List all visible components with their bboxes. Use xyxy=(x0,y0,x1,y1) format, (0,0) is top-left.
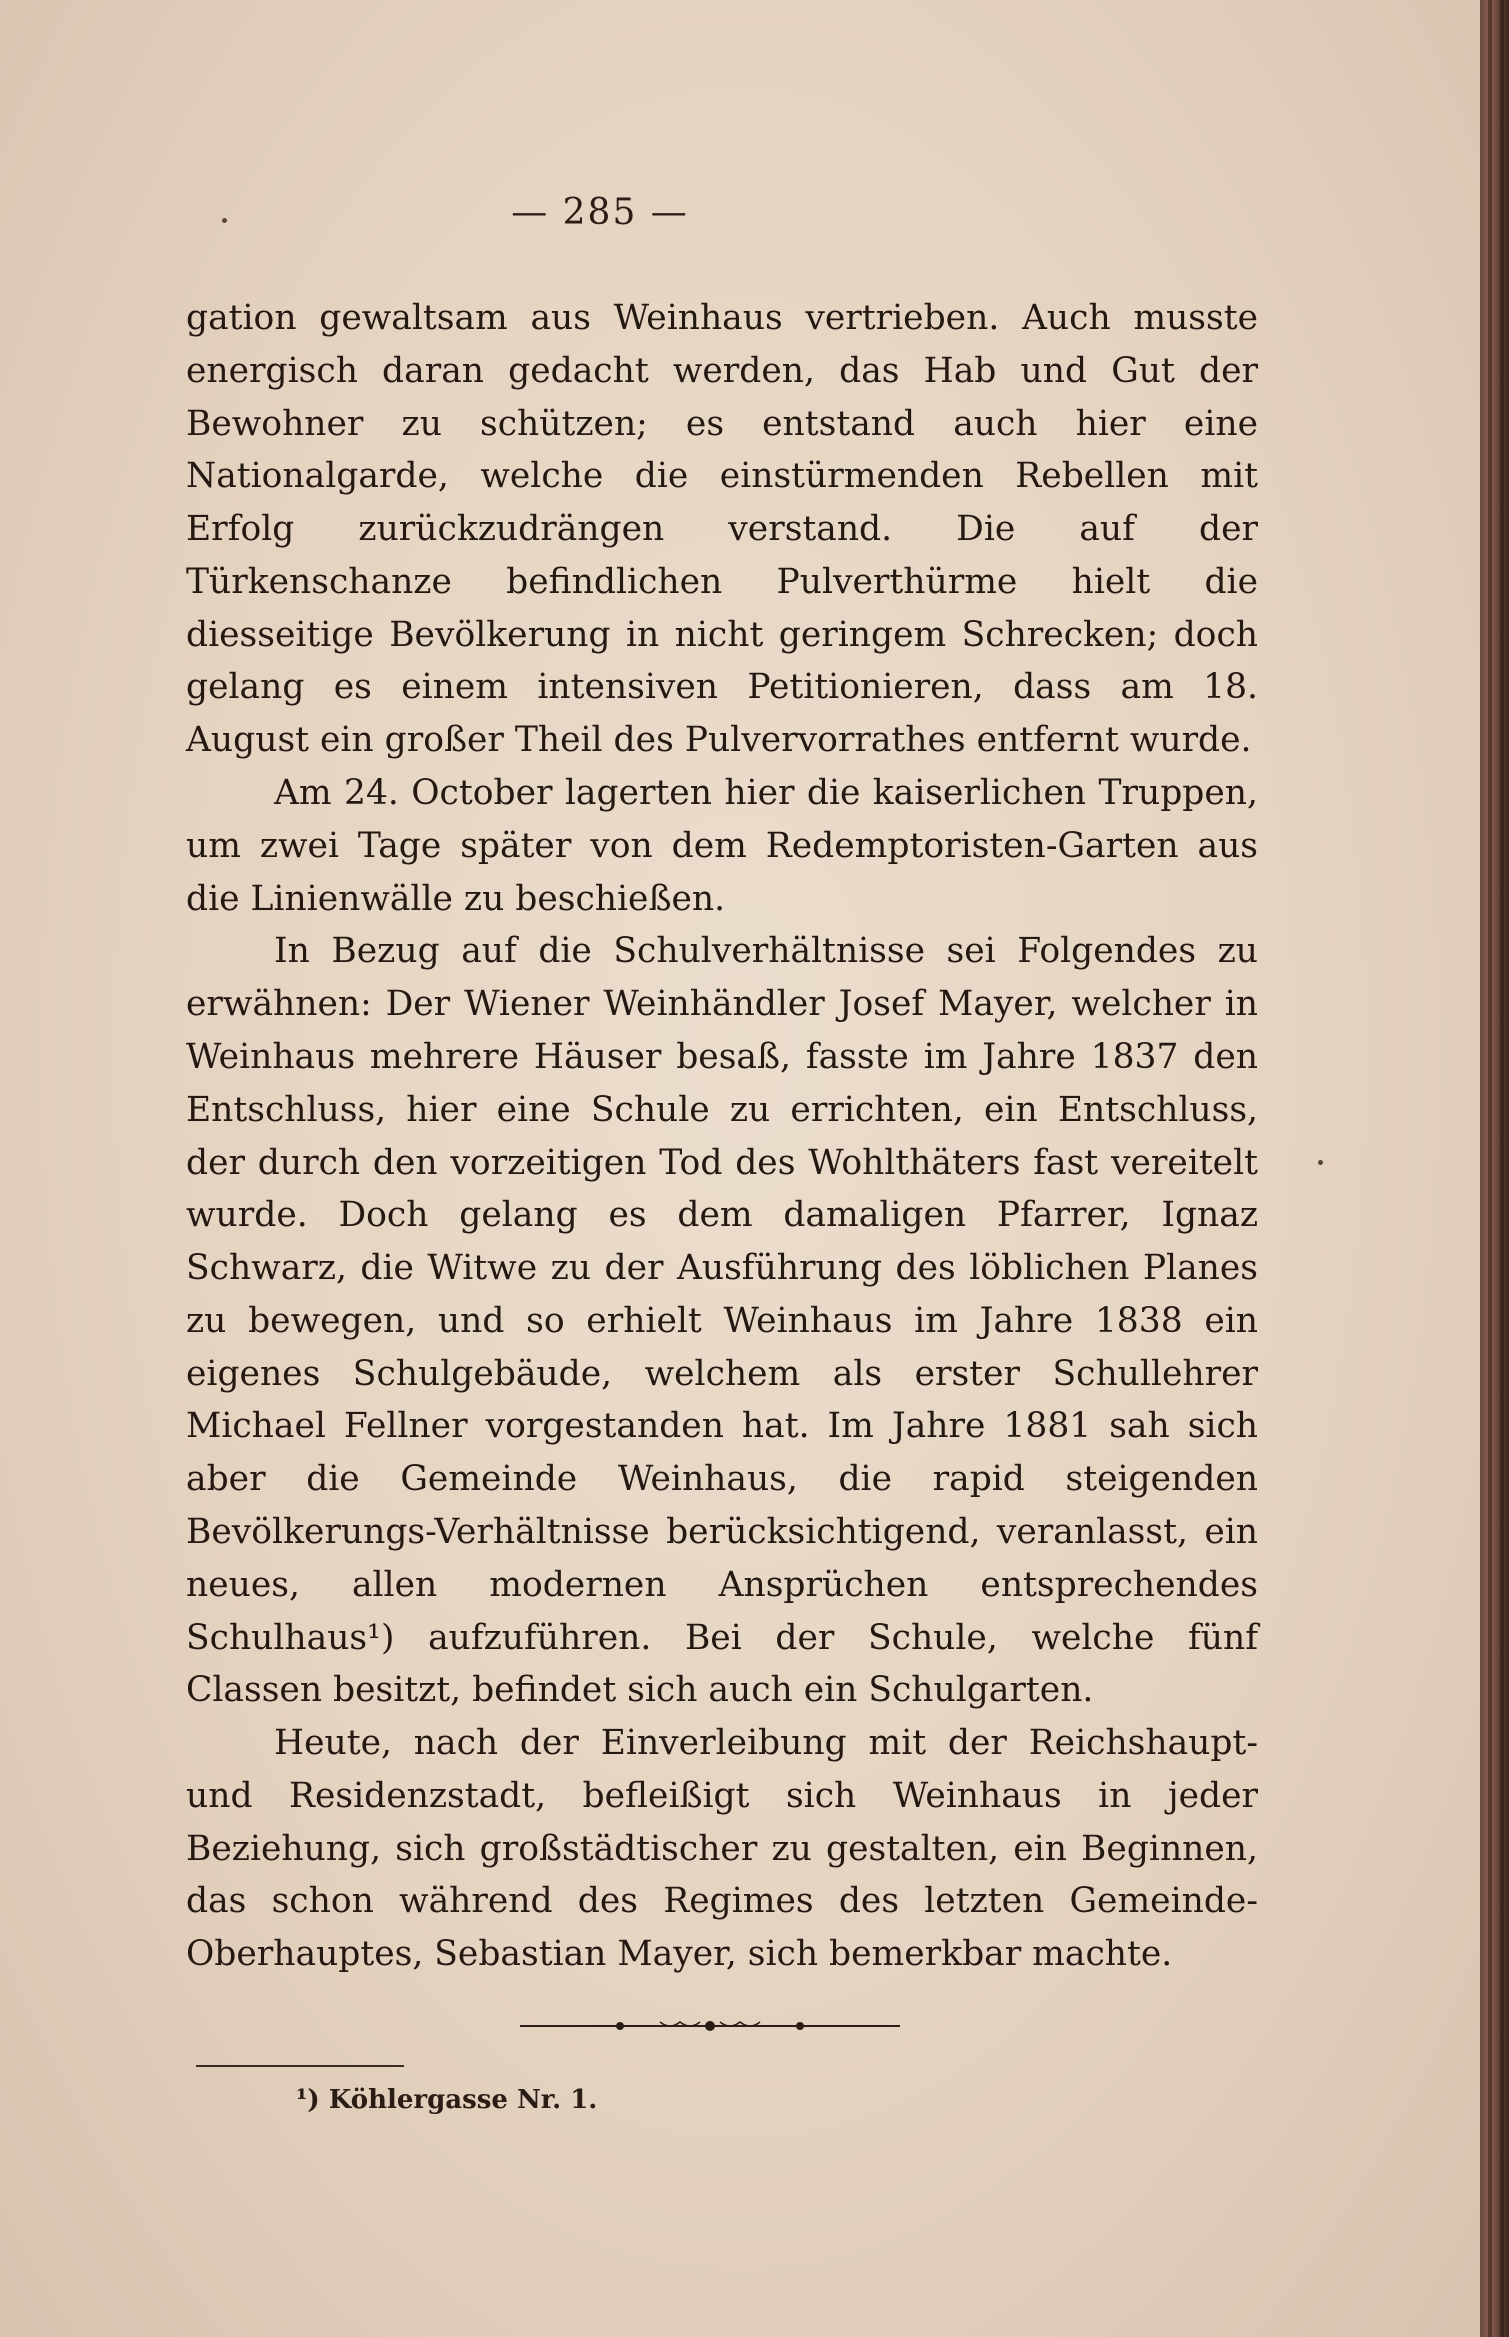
paragraph-1: gation gewaltsam aus Weinhaus vertrieben. Auch musste energisch daran gedacht werden, das Hab und Gut der Bewohner zu schützen; es entstand auch hier eine Nationalgarde, welche die einstürmenden Rebellen mit Erfolg zurückzudrängen verstand. Die auf der Türkenschanze befindlichen Pulverthürme hielt die diesseitige Bevölkerung in nicht geringem Schrecken; doch gelang es einem intensiven Petitionieren, dass am 18. August ein großer Theil des Pulvervorrathes entfernt wurde. xyxy=(186,298,1258,761)
book-binding-edge xyxy=(1480,0,1509,2337)
paragraph-4: Heute, nach der Einverleibung mit der Reichshaupt- und Residenzstadt, befleißigt sich Weinhaus in jeder Beziehung, sich großstädtischer zu gestalten, ein Beginnen, das schon während des Regimes des letzten Gemeinde-Oberhauptes, Sebastian Mayer, sich bemerkbar machte. xyxy=(186,1723,1258,1975)
paragraph-3: In Bezug auf die Schulverhältnisse sei Folgendes zu erwähnen: Der Wiener Weinhändler Josef Mayer, welcher in Weinhaus mehrere Häuser besaß, fasste im Jahre 1837 den Entschluss, hier eine Schule zu errichten, ein Entschluss, der durch den vorzeitigen Tod des Wohlthäters fast vereitelt wurde. Doch gelang es dem damaligen Pfarrer, Ignaz Schwarz, die Witwe zu der Ausführung des löblichen Planes zu bewegen, und so erhielt Weinhaus im Jahre 1838 ein eigenes Schulgebäude, welchem als erster Schullehrer Michael Fellner vorgestanden hat. Im Jahre 1881 sah sich aber die Gemeinde Weinhaus, die rapid steigenden Bevölkerungs-Verhältnisse berücksichtigend, veranlasst, ein neues, allen modernen Ansprüchen entsprechendes Schulhaus¹) aufzuführen. Bei der Schule, welche fünf Classen besitzt, befindet sich auch ein Schulgarten. xyxy=(186,931,1258,1711)
binding-stripe xyxy=(1488,0,1492,2337)
margin-speck xyxy=(222,218,227,223)
footnote-rule xyxy=(196,2065,404,2067)
binding-stripe xyxy=(1500,0,1504,2337)
paragraph-2: Am 24. October lagerten hier die kaiserlichen Truppen, um zwei Tage später von dem Redemptoristen-Garten aus die Linienwälle zu beschießen. xyxy=(186,773,1258,919)
margin-speck xyxy=(1318,1160,1323,1165)
page-number: — 285 — xyxy=(511,192,689,233)
body-text xyxy=(186,292,1258,1981)
ornament-divider-icon xyxy=(520,2021,900,2031)
footnote: ¹) Köhlergasse Nr. 1. xyxy=(296,2085,598,2115)
